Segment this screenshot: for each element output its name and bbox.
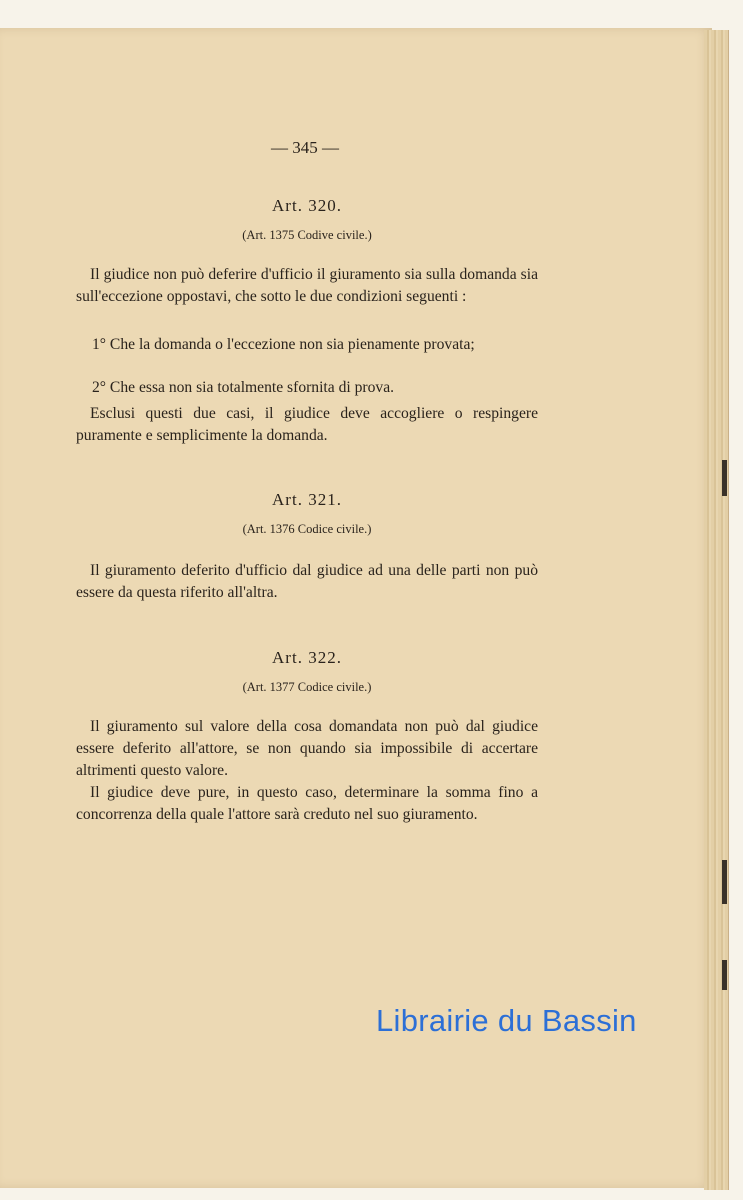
article-reference: (Art. 1377 Codice civile.) [242,680,372,694]
article-paragraph: Il giuramento deferito d'ufficio dal giudice ad una delle parti non può essere da questa riferito all'altra. [76,562,538,601]
edge-mark [722,460,727,496]
article-paragraph: Il giuramento sul valore della cosa domandata non può dal giudice essere deferito all'attore, se non quando sia impossibile di accertare altrimenti questo valore. [76,718,538,779]
page-number: — 345 — [271,138,339,157]
edge-mark [722,860,727,904]
article-paragraph: Il giudice deve pure, in questo caso, determinare la somma fino a concorrenza della quale l'attore sarà creduto nel suo giuramento. [76,784,538,823]
article-paragraph: Il giudice non può deferire d'ufficio il giuramento sia sulla domanda sia sull'eccezione oppostavi, che sotto le due condizioni seguenti : [76,266,538,305]
watermark: Librairie du Bassin [376,1003,637,1038]
page-edges [704,30,729,1190]
article-title: Art. 320. [272,196,342,215]
article-paragraph: Esclusi questi due casi, il giudice deve accogliere o respingere puramente e semplicimente la domanda. [76,405,538,444]
condition-item: 2° Che essa non sia totalmente sfornita di prova. [92,379,395,396]
article-title: Art. 321. [272,490,342,509]
condition-item: 1° Che la domanda o l'eccezione non sia pienamente provata; [92,336,475,353]
article-title: Art. 322. [272,648,342,667]
edge-mark [722,960,727,990]
article-reference: (Art. 1375 Codive civile.) [242,228,372,242]
article-reference: (Art. 1376 Codice civile.) [242,522,372,536]
